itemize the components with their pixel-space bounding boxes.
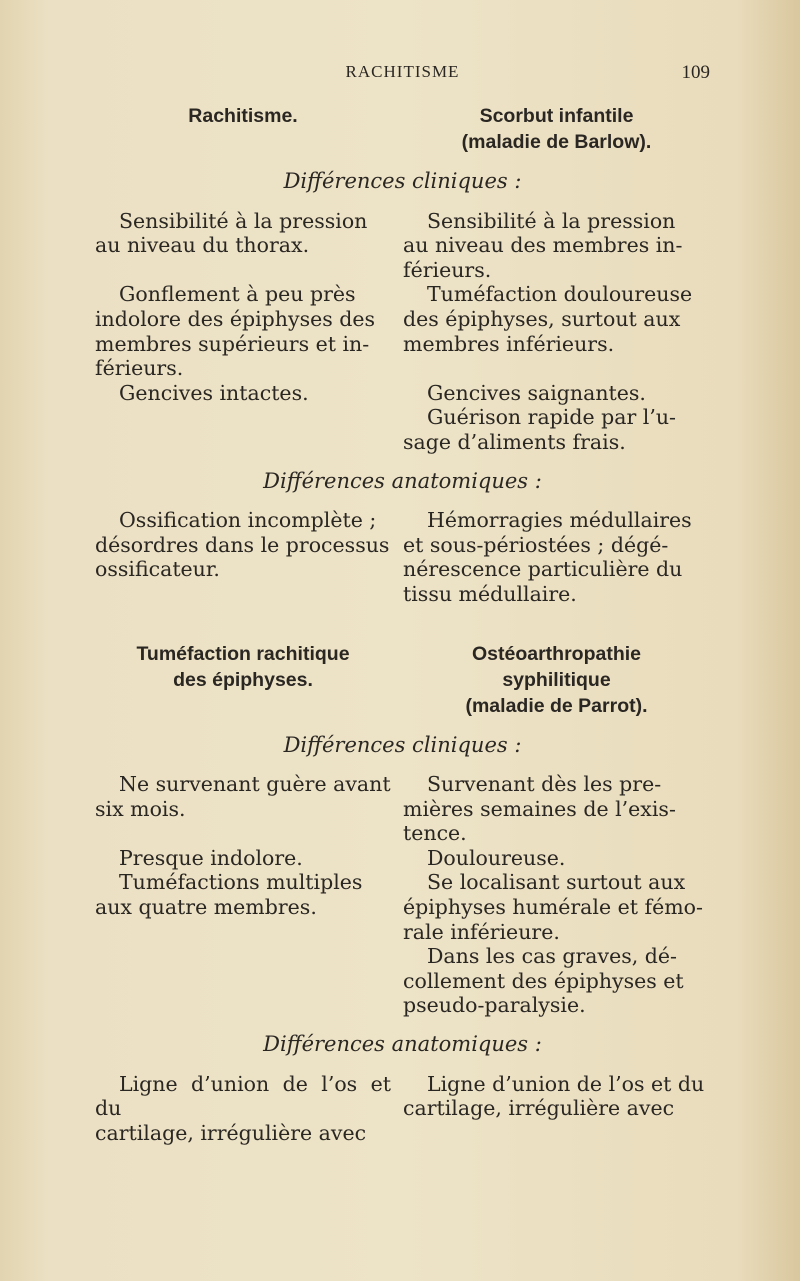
text-line: rale inférieure. bbox=[403, 919, 560, 944]
text-line: Presque indolore. bbox=[119, 845, 303, 870]
paragraph bbox=[403, 381, 710, 406]
comparison-heading-row bbox=[95, 100, 710, 155]
paragraph bbox=[95, 381, 391, 406]
paragraph bbox=[403, 209, 710, 283]
paragraph bbox=[403, 282, 710, 356]
text-line: au niveau des membres in- bbox=[403, 233, 683, 258]
paragraph bbox=[403, 846, 710, 871]
left-column bbox=[95, 772, 391, 1018]
text-line: membres supérieurs et in- bbox=[95, 331, 370, 356]
text-line: Tuméfaction douloureuse bbox=[427, 282, 693, 307]
paragraph bbox=[95, 870, 391, 919]
text-line: nérescence particulière du bbox=[403, 557, 683, 582]
paragraph bbox=[403, 772, 710, 846]
section-title-clinical: Différences cliniques : bbox=[283, 169, 522, 193]
text-line: Dans les cas graves, dé- bbox=[427, 944, 677, 969]
text-line: mières semaines de l’exis- bbox=[403, 796, 676, 821]
paragraph bbox=[95, 772, 391, 821]
paragraph bbox=[403, 1072, 710, 1121]
right-column bbox=[391, 1072, 710, 1146]
text-line: Guérison rapide par l’u- bbox=[427, 405, 676, 430]
text-line: tence. bbox=[403, 821, 467, 846]
text-line: Sensibilité à la pression bbox=[119, 208, 368, 233]
heading-line: Ostéoarthropathie bbox=[471, 642, 642, 665]
left-column bbox=[95, 209, 391, 455]
paragraph bbox=[403, 405, 710, 454]
text-line: Ligne d’union de l’os et du bbox=[427, 1071, 705, 1096]
anatomical-differences-row bbox=[95, 508, 710, 606]
right-column bbox=[391, 772, 710, 1018]
paragraph bbox=[403, 944, 710, 1018]
heading-line: Scorbut infantile bbox=[479, 105, 634, 127]
left-column bbox=[95, 1072, 391, 1146]
comparison-heading-row bbox=[95, 641, 710, 719]
text-line: Se localisant surtout aux bbox=[427, 870, 686, 895]
running-title: RACHITISME bbox=[345, 62, 460, 81]
paragraph bbox=[95, 1072, 391, 1146]
text-line: Hémorragies médullaires bbox=[427, 508, 692, 533]
heading-line: (maladie de Parrot). bbox=[465, 694, 648, 717]
text-line: Gonflement à peu près bbox=[119, 282, 356, 307]
text-line: Douloureuse. bbox=[427, 845, 566, 870]
section-title-anatomical: Différences anatomiques : bbox=[263, 1032, 542, 1057]
text-line: désordres dans le processus bbox=[95, 532, 390, 557]
paragraph bbox=[95, 282, 391, 380]
heading-line: (maladie de Barlow). bbox=[461, 131, 652, 153]
text-line: Ossification incomplète ; bbox=[119, 508, 377, 533]
right-column bbox=[391, 508, 710, 606]
page-number: 109 bbox=[681, 62, 710, 83]
text-line: indolore des épiphyses des bbox=[95, 306, 376, 331]
left-column bbox=[95, 508, 391, 606]
paragraph bbox=[403, 508, 710, 606]
text-line: Survenant dès les pre- bbox=[427, 772, 662, 797]
text-line: sage d’aliments frais. bbox=[403, 429, 626, 454]
text-line: Ligne d’union de l’os et du bbox=[95, 1071, 391, 1121]
clinical-differences-row bbox=[95, 772, 710, 1018]
text-line: au niveau du thorax. bbox=[95, 233, 310, 258]
text-line: Gencives saignantes. bbox=[427, 380, 646, 405]
text-line: Tuméfactions multiples bbox=[119, 870, 363, 895]
text-line: ossificateur. bbox=[95, 557, 220, 582]
text-line: tissu médullaire. bbox=[403, 581, 577, 606]
text-line: collement des épiphyses et bbox=[403, 968, 684, 993]
text-line: membres inférieurs. bbox=[403, 331, 615, 356]
text-line: Sensibilité à la pression bbox=[427, 208, 676, 233]
text-line: des épiphyses, surtout aux bbox=[403, 306, 681, 331]
page-header bbox=[95, 62, 710, 86]
text-line: épiphyses humérale et fémo- bbox=[403, 895, 703, 920]
anatomical-differences-row bbox=[95, 1072, 710, 1146]
paragraph bbox=[95, 209, 391, 258]
heading-line: Tuméfaction rachitique bbox=[136, 642, 350, 665]
text-line: aux quatre membres. bbox=[95, 895, 317, 920]
left-heading bbox=[95, 100, 391, 155]
text-line: Ne survenant guère avant bbox=[119, 772, 391, 797]
right-column bbox=[391, 209, 710, 455]
text-line: férieurs. bbox=[403, 257, 492, 282]
text-line: et sous-périostées ; dégé- bbox=[403, 532, 669, 557]
clinical-differences-row bbox=[95, 209, 710, 455]
right-heading bbox=[391, 641, 710, 719]
heading-line: syphilitique bbox=[502, 668, 611, 691]
paragraph bbox=[403, 870, 710, 944]
text-line: six mois. bbox=[95, 796, 186, 821]
left-heading bbox=[95, 641, 391, 719]
heading-line: des épiphyses. bbox=[173, 668, 313, 691]
page-body bbox=[95, 100, 710, 1145]
paragraph bbox=[95, 508, 391, 582]
section-title-anatomical: Différences anatomiques : bbox=[263, 468, 542, 493]
paragraph bbox=[95, 846, 391, 871]
text-line: pseudo-paralysie. bbox=[403, 993, 586, 1018]
text-line: cartilage, irrégulière avec bbox=[95, 1120, 367, 1145]
text-line: férieurs. bbox=[95, 356, 184, 381]
right-heading bbox=[391, 100, 710, 155]
text-line: Gencives intactes. bbox=[119, 380, 309, 405]
section-title-clinical: Différences cliniques : bbox=[283, 732, 522, 757]
heading-line: Rachitisme. bbox=[188, 105, 298, 127]
text-line: cartilage, irrégulière avec bbox=[403, 1096, 675, 1121]
